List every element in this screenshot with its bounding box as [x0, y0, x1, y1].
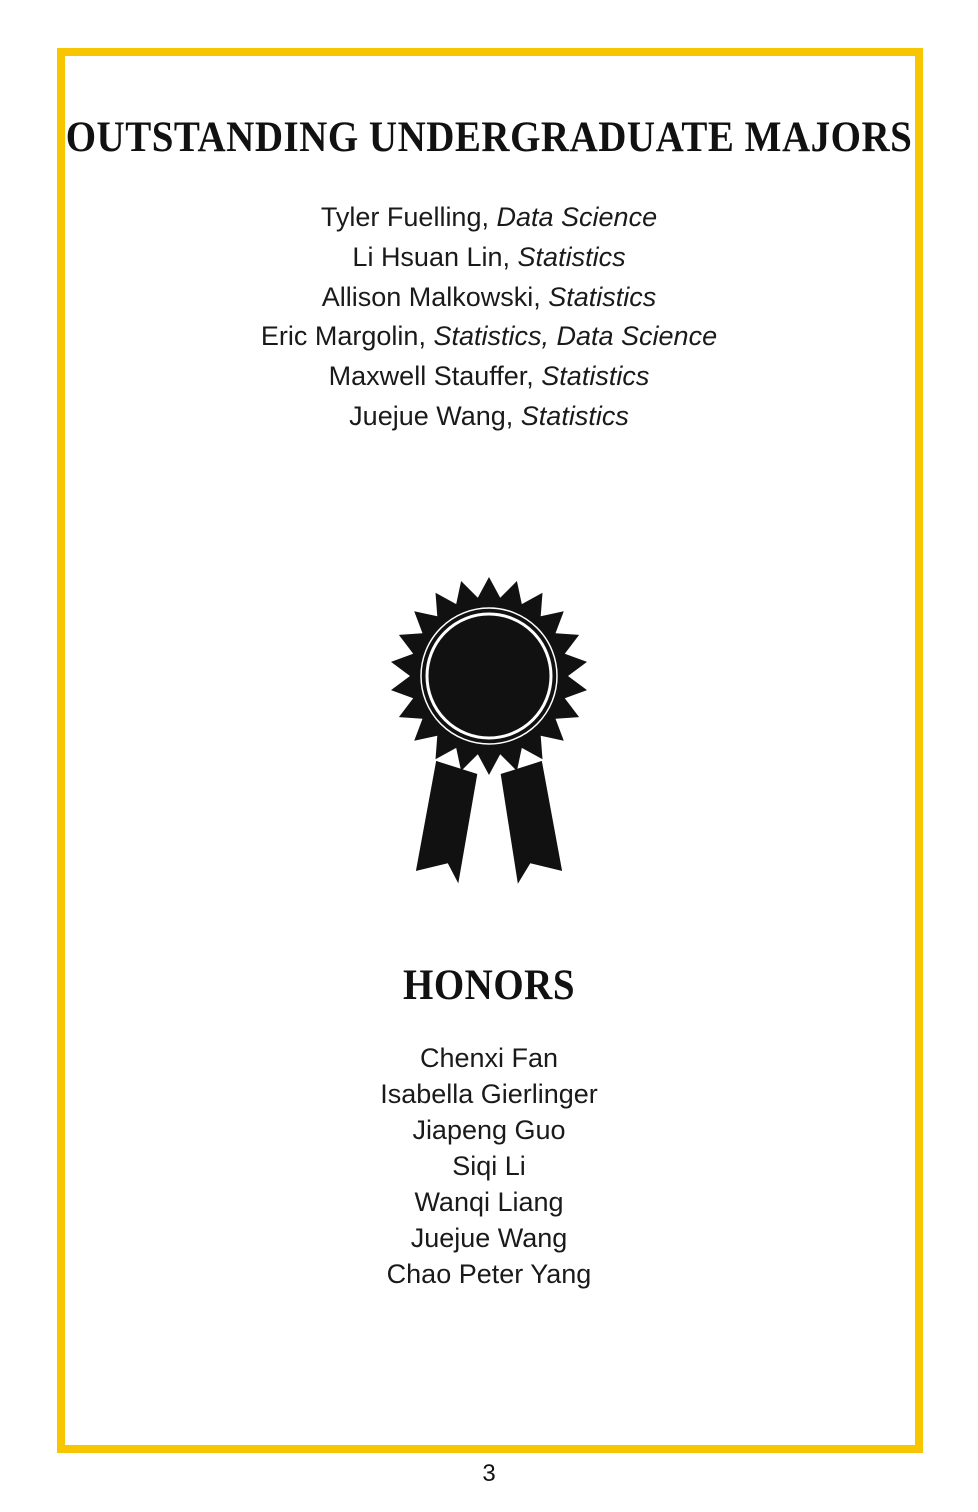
honors-name: Isabella Gierlinger [380, 1079, 598, 1109]
major-entry: Eric Margolin, Statistics, Data Science [260, 321, 718, 352]
major-name: Maxwell Stauffer [328, 361, 527, 392]
major-name: Li Hsuan Lin [352, 241, 503, 272]
major-area: Statistics [541, 361, 650, 392]
honors-name: Siqi Li [452, 1151, 526, 1181]
major-name: Tyler Fuelling [320, 202, 482, 232]
major-entry: Juejue Wang, Statistics [349, 400, 629, 431]
major-area: Statistics [517, 241, 626, 272]
award-ribbon-icon [389, 576, 589, 891]
honors-list [0, 1040, 978, 1292]
majors-heading: OUTSTANDING UNDERGRADUATE MAJORS [65, 113, 913, 162]
honors-name: Juejue Wang [410, 1223, 568, 1253]
major-area: Statistics [548, 281, 657, 312]
ribbon-tail-left [414, 759, 479, 888]
honors-name: Chao Peter Yang [386, 1259, 592, 1289]
major-name: Allison Malkowski [321, 281, 534, 312]
ribbon-tail-right [499, 759, 564, 888]
honors-name: Jiapeng Guo [412, 1115, 566, 1145]
honors-name: Wanqi Liang [414, 1187, 564, 1217]
major-area: Data Science [496, 202, 658, 232]
major-entry: Li Hsuan Lin, Statistics [352, 241, 626, 272]
seal-inner-ring [427, 614, 551, 738]
page-number: 3 [482, 1460, 496, 1487]
major-entry: Maxwell Stauffer, Statistics [328, 361, 650, 392]
honors-heading: HONORS [402, 961, 576, 1010]
major-area: Statistics [520, 400, 629, 431]
major-name: Juejue Wang [349, 400, 506, 431]
honors-name: Chenxi Fan [419, 1043, 559, 1073]
major-name: Eric Margolin [260, 321, 419, 352]
majors-list [0, 198, 978, 437]
major-entry: Tyler Fuelling, Data Science [320, 202, 658, 232]
major-entry: Allison Malkowski, Statistics [321, 281, 657, 312]
major-area: Statistics, Data Science [433, 321, 718, 352]
